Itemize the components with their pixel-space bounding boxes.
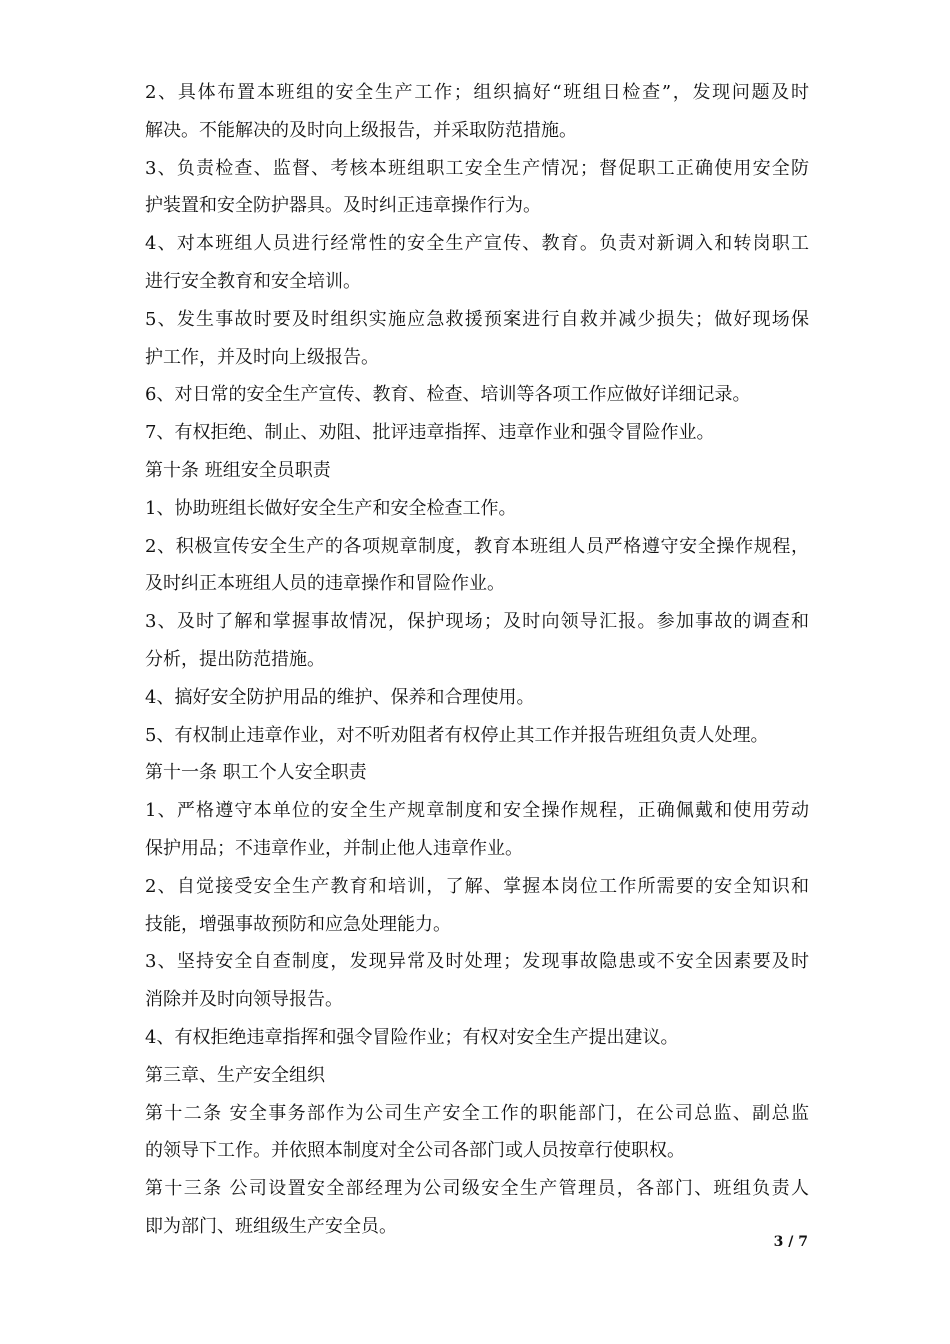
text-line: 7、有权拒绝、制止、劝阻、批评违章指挥、违章作业和强令冒险作业。: [145, 422, 715, 444]
document-body: [145, 74, 809, 1246]
text-line: 1、协助班组长做好安全生产和安全检查工作。: [145, 497, 517, 519]
text-line: 第十三条 公司设置安全部经理为公司级安全生产管理员，各部门、班组负责人: [145, 1178, 809, 1200]
text-line: 即为部门、班组级生产安全员。: [145, 1215, 397, 1237]
text-line: 4、有权拒绝违章指挥和强令冒险作业；有权对安全生产提出建议。: [145, 1026, 679, 1048]
text-line: 及时纠正本班组人员的违章操作和冒险作业。: [145, 573, 505, 595]
section-heading: 第十条 班组安全员职责: [145, 459, 331, 481]
text-line: 护工作，并及时向上级报告。: [145, 346, 379, 368]
text-line: 保护用品；不违章作业，并制止他人违章作业。: [145, 837, 523, 859]
text-line: 2、具体布置本班组的安全生产工作；组织搞好“班组日检查”，发现问题及时: [145, 82, 809, 103]
text-line: 2、积极宣传安全生产的各项规章制度，教育本班组人员严格遵守安全操作规程，: [145, 535, 809, 557]
text-line: 3、坚持安全自查制度，发现异常及时处理；发现事故隐患或不安全因素要及时: [145, 951, 809, 973]
text-line: 护装置和安全防护器具。及时纠正违章操作行为。: [145, 195, 541, 217]
text-line: 6、对日常的安全生产宣传、教育、检查、培训等各项工作应做好详细记录。: [145, 384, 751, 406]
text-line: 解决。不能解决的及时向上级报告，并采取防范措施。: [145, 119, 577, 141]
text-line: 5、有权制止违章作业，对不听劝阻者有权停止其工作并报告班组负责人处理。: [145, 724, 769, 746]
text-line: 2、自觉接受安全生产教育和培训，了解、掌握本岗位工作所需要的安全知识和: [145, 875, 809, 897]
text-line: 进行安全教育和安全培训。: [145, 270, 361, 292]
text-line: 分析，提出防范措施。: [145, 648, 325, 670]
text-line: 3、负责检查、监督、考核本班组职工安全生产情况；督促职工正确使用安全防: [145, 157, 809, 179]
text-line: 消除并及时向领导报告。: [145, 989, 343, 1011]
text-line: 第十二条 安全事务部作为公司生产安全工作的职能部门，在公司总监、副总监: [145, 1102, 809, 1124]
text-line: 5、发生事故时要及时组织实施应急救援预案进行自救并减少损失；做好现场保: [145, 308, 809, 330]
text-line: 4、对本班组人员进行经常性的安全生产宣传、教育。负责对新调入和转岗职工: [145, 233, 809, 255]
chapter-heading: 第三章、生产安全组织: [145, 1064, 325, 1086]
section-heading: 第十一条 职工个人安全职责: [145, 762, 367, 784]
text-line: 3、及时了解和掌握事故情况，保护现场；及时向领导汇报。参加事故的调查和: [145, 611, 809, 633]
text-line: 1、严格遵守本单位的安全生产规章制度和安全操作规程，正确佩戴和使用劳动: [145, 800, 809, 822]
text-line: 的领导下工作。并依照本制度对全公司各部门或人员按章行使职权。: [145, 1140, 685, 1162]
page-number: 3 / 7: [773, 1234, 808, 1250]
text-line: 技能，增强事故预防和应急处理能力。: [145, 913, 451, 935]
text-line: 4、搞好安全防护用品的维护、保养和合理使用。: [145, 686, 535, 708]
